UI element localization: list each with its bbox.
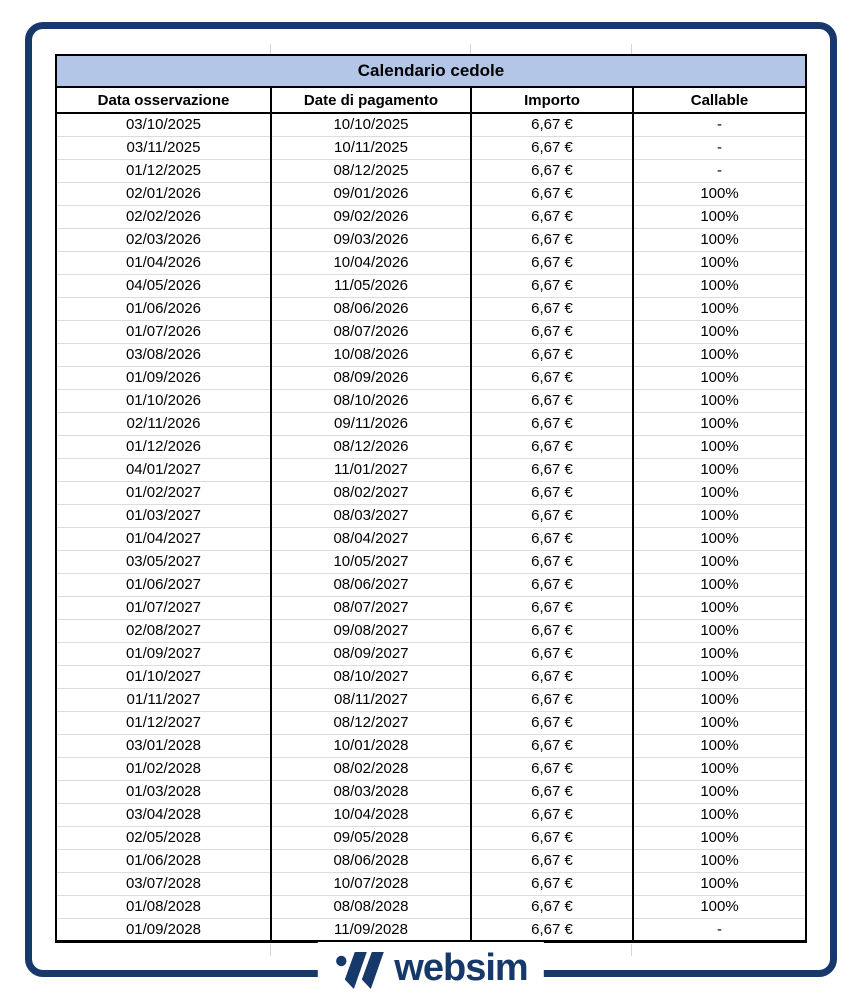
cell-importo: 6,67 € xyxy=(471,849,633,872)
cell-data-osservazione: 01/09/2028 xyxy=(56,918,271,941)
cell-callable: 100% xyxy=(633,895,806,918)
cell-data-osservazione: 02/02/2026 xyxy=(56,205,271,228)
cell-callable: 100% xyxy=(633,343,806,366)
websim-logo xyxy=(317,942,543,998)
cell-date-pagamento: 08/12/2025 xyxy=(271,159,471,182)
table-body xyxy=(56,113,806,941)
cell-callable: 100% xyxy=(633,412,806,435)
cell-date-pagamento: 10/10/2025 xyxy=(271,113,471,136)
cell-callable: 100% xyxy=(633,435,806,458)
table-row xyxy=(56,136,806,159)
table-row xyxy=(56,734,806,757)
cell-date-pagamento: 08/07/2027 xyxy=(271,596,471,619)
table-row xyxy=(56,527,806,550)
table-row xyxy=(56,711,806,734)
table-row xyxy=(56,642,806,665)
cell-callable: 100% xyxy=(633,320,806,343)
cell-importo: 6,67 € xyxy=(471,274,633,297)
cell-importo: 6,67 € xyxy=(471,757,633,780)
column-header-callable: Callable xyxy=(633,87,806,113)
cell-date-pagamento: 08/10/2026 xyxy=(271,389,471,412)
cell-date-pagamento: 08/09/2026 xyxy=(271,366,471,389)
cell-callable: 100% xyxy=(633,297,806,320)
cell-data-osservazione: 01/07/2027 xyxy=(56,596,271,619)
cell-data-osservazione: 01/09/2026 xyxy=(56,366,271,389)
cell-callable: 100% xyxy=(633,642,806,665)
table-row xyxy=(56,849,806,872)
table-row xyxy=(56,205,806,228)
cell-callable: 100% xyxy=(633,619,806,642)
cell-date-pagamento: 10/08/2026 xyxy=(271,343,471,366)
cell-importo: 6,67 € xyxy=(471,550,633,573)
cell-callable: 100% xyxy=(633,757,806,780)
cell-importo: 6,67 € xyxy=(471,251,633,274)
cell-importo: 6,67 € xyxy=(471,872,633,895)
cell-data-osservazione: 02/08/2027 xyxy=(56,619,271,642)
cell-data-osservazione: 03/10/2025 xyxy=(125,116,202,134)
cell-date-pagamento: 10/11/2025 xyxy=(271,136,471,159)
cell-data-osservazione: 01/09/2027 xyxy=(56,642,271,665)
table-row xyxy=(56,389,806,412)
cell-data-osservazione: 01/03/2028 xyxy=(56,780,271,803)
table-row xyxy=(56,550,806,573)
cell-date-pagamento: 10/01/2028 xyxy=(271,734,471,757)
cell-data-osservazione: 04/01/2027 xyxy=(56,458,271,481)
cell-callable: - xyxy=(633,136,806,159)
cell-date-pagamento: 08/03/2028 xyxy=(271,780,471,803)
cell-importo: 6,67 € xyxy=(471,412,633,435)
cell-importo: 6,67 € xyxy=(471,688,633,711)
cell-importo: 6,67 € xyxy=(471,895,633,918)
cell-callable: 100% xyxy=(633,389,806,412)
cell-data-osservazione: 01/11/2027 xyxy=(56,688,271,711)
cell-importo: 6,67 € xyxy=(471,389,633,412)
gridline-stub xyxy=(470,44,471,54)
cell-importo: 6,67 € xyxy=(471,826,633,849)
table-row xyxy=(56,803,806,826)
cell-date-pagamento: 08/12/2027 xyxy=(271,711,471,734)
cell-data-osservazione: 03/08/2026 xyxy=(56,343,271,366)
cell-importo: 6,67 € xyxy=(471,596,633,619)
cell-data-osservazione: 01/04/2027 xyxy=(56,527,271,550)
cell-importo: 6,67 € xyxy=(471,734,633,757)
cell-data-osservazione: 03/05/2027 xyxy=(56,550,271,573)
cell-callable: 100% xyxy=(633,228,806,251)
cell-callable: 100% xyxy=(633,251,806,274)
cell-data-osservazione: 01/07/2026 xyxy=(56,320,271,343)
cell-importo: 6,67 € xyxy=(471,182,633,205)
table-row xyxy=(56,366,806,389)
cell-callable: 100% xyxy=(633,182,806,205)
cell-data-osservazione: 01/12/2026 xyxy=(56,435,271,458)
cell-date-pagamento: 08/02/2027 xyxy=(271,481,471,504)
table-row xyxy=(56,435,806,458)
cell-data-osservazione: 01/03/2027 xyxy=(56,504,271,527)
cell-importo: 6,67 € xyxy=(471,642,633,665)
gridline-stub xyxy=(270,44,271,54)
cell-date-pagamento: 08/04/2027 xyxy=(271,527,471,550)
cell-date-pagamento: 10/04/2026 xyxy=(271,251,471,274)
cell-date-pagamento: 09/02/2026 xyxy=(271,205,471,228)
coupon-calendar-table xyxy=(55,54,807,943)
cell-data-osservazione: 03/04/2028 xyxy=(56,803,271,826)
table-row xyxy=(56,596,806,619)
table-row xyxy=(56,872,806,895)
cell-data-osservazione: 02/11/2026 xyxy=(56,412,271,435)
cell-data-osservazione: 02/01/2026 xyxy=(56,182,271,205)
cell-date-pagamento: 08/06/2028 xyxy=(271,849,471,872)
cell-data-osservazione: 01/10/2026 xyxy=(56,389,271,412)
column-header-data-osservazione: Data osservazione xyxy=(56,87,271,113)
cell-callable: - xyxy=(633,159,806,182)
websim-w-icon xyxy=(333,948,385,992)
table-row xyxy=(56,228,806,251)
cell-callable: 100% xyxy=(633,481,806,504)
cell-importo: 6,67 € xyxy=(471,205,633,228)
cell-importo: 6,67 € xyxy=(471,803,633,826)
table-row xyxy=(56,182,806,205)
gridline-stub xyxy=(631,44,632,54)
cell-importo: 6,67 € xyxy=(471,711,633,734)
table-row xyxy=(56,619,806,642)
cell-importo: 6,67 € xyxy=(471,619,633,642)
cell-importo: 6,67 € xyxy=(471,504,633,527)
table-row xyxy=(56,412,806,435)
table-title: Calendario cedole xyxy=(56,55,806,87)
cell-date-pagamento: 08/12/2026 xyxy=(271,435,471,458)
table-row xyxy=(56,481,806,504)
cell-date-pagamento: 08/10/2027 xyxy=(271,665,471,688)
cell-importo: 6,67 € xyxy=(471,527,633,550)
cell-date-pagamento: 08/02/2028 xyxy=(271,757,471,780)
cell-data-osservazione: 01/12/2025 xyxy=(56,159,271,182)
cell-importo: 6,67 € xyxy=(471,320,633,343)
cell-callable: 100% xyxy=(633,826,806,849)
cell-data-osservazione: 01/02/2028 xyxy=(56,757,271,780)
cell-date-pagamento: 08/06/2026 xyxy=(271,297,471,320)
table-row xyxy=(56,343,806,366)
cell-importo: 6,67 € xyxy=(471,228,633,251)
cell-importo: 6,67 € xyxy=(471,297,633,320)
table-row xyxy=(56,688,806,711)
cell-data-osservazione: 02/05/2028 xyxy=(56,826,271,849)
cell-callable: 100% xyxy=(633,688,806,711)
cell-date-pagamento: 10/04/2028 xyxy=(271,803,471,826)
cell-date-pagamento: 10/05/2027 xyxy=(271,550,471,573)
cell-importo: 6,67 € xyxy=(471,481,633,504)
table-row xyxy=(56,757,806,780)
cell-data-osservazione: 02/03/2026 xyxy=(56,228,271,251)
cell-date-pagamento: 09/11/2026 xyxy=(271,412,471,435)
table-row xyxy=(56,780,806,803)
cell-data-osservazione: 01/12/2027 xyxy=(56,711,271,734)
table-row xyxy=(56,573,806,596)
gridline-stub xyxy=(270,944,271,956)
cell-date-pagamento: 09/08/2027 xyxy=(271,619,471,642)
cell-date-pagamento: 09/03/2026 xyxy=(271,228,471,251)
table-row xyxy=(56,826,806,849)
cell-importo: 6,67 € xyxy=(471,573,633,596)
cell-data-osservazione: 01/06/2026 xyxy=(56,297,271,320)
cell-data-osservazione: 01/10/2027 xyxy=(56,665,271,688)
cell-callable: 100% xyxy=(633,274,806,297)
cell-callable: 100% xyxy=(633,205,806,228)
cell-date-pagamento: 09/05/2028 xyxy=(271,826,471,849)
cell-importo: 6,67 € xyxy=(471,435,633,458)
brand-wordmark: websim xyxy=(394,947,528,989)
cell-callable: 100% xyxy=(633,734,806,757)
cell-date-pagamento: 11/05/2026 xyxy=(271,274,471,297)
cell-importo: 6,67 € xyxy=(471,159,633,182)
table-row xyxy=(56,113,806,136)
table-row xyxy=(56,895,806,918)
cell-callable: 100% xyxy=(633,803,806,826)
cell-date-pagamento: 08/08/2028 xyxy=(271,895,471,918)
column-header-date-pagamento: Date di pagamento xyxy=(271,87,471,113)
cell-callable: 100% xyxy=(633,596,806,619)
table-row xyxy=(56,320,806,343)
column-header-importo: Importo xyxy=(471,87,633,113)
cell-callable: 100% xyxy=(633,780,806,803)
cell-date-pagamento: 08/03/2027 xyxy=(271,504,471,527)
cell-date-pagamento: 08/06/2027 xyxy=(271,573,471,596)
cell-callable: 100% xyxy=(633,665,806,688)
cell-date-pagamento: 08/11/2027 xyxy=(271,688,471,711)
table-header-row xyxy=(56,87,806,113)
cell-importo: 6,67 € xyxy=(471,136,633,159)
cell-date-pagamento: 09/01/2026 xyxy=(271,182,471,205)
cell-callable: 100% xyxy=(633,550,806,573)
cell-importo: 6,67 € xyxy=(471,918,633,941)
cell-date-pagamento: 08/07/2026 xyxy=(271,320,471,343)
cell-date-pagamento: 10/07/2028 xyxy=(271,872,471,895)
cell-data-osservazione: 01/08/2028 xyxy=(56,895,271,918)
table-row xyxy=(56,297,806,320)
table-row xyxy=(56,274,806,297)
cell-importo: 6,67 € xyxy=(471,366,633,389)
cell-importo: 6,67 € xyxy=(471,343,633,366)
cell-date-pagamento: 11/01/2027 xyxy=(271,458,471,481)
cell-importo: 6,67 € xyxy=(471,780,633,803)
cell-callable: - xyxy=(633,918,806,941)
cell-importo: 6,67 € xyxy=(471,458,633,481)
gridline-stub xyxy=(631,944,632,956)
cell-data-osservazione: 01/06/2027 xyxy=(56,573,271,596)
cell-callable: 100% xyxy=(633,711,806,734)
table-row xyxy=(56,251,806,274)
table-row xyxy=(56,665,806,688)
cell-importo: 6,67 € xyxy=(471,665,633,688)
cell-data-osservazione: 01/06/2028 xyxy=(56,849,271,872)
cell-callable: 100% xyxy=(633,849,806,872)
cell-data-osservazione: 01/02/2027 xyxy=(56,481,271,504)
table-title-row xyxy=(56,55,806,87)
cell-data-osservazione: 03/01/2028 xyxy=(56,734,271,757)
cell-data-osservazione: 03/07/2028 xyxy=(56,872,271,895)
cell-data-osservazione: 03/11/2025 xyxy=(56,136,271,159)
cell-callable: 100% xyxy=(633,504,806,527)
cell-callable: 100% xyxy=(633,872,806,895)
cell-date-pagamento: 11/09/2028 xyxy=(271,918,471,941)
cell-callable: 100% xyxy=(633,366,806,389)
cell-data-osservazione: 01/04/2026 xyxy=(56,251,271,274)
cell-callable: 100% xyxy=(633,458,806,481)
table-row xyxy=(56,504,806,527)
table-row xyxy=(56,159,806,182)
cell-date-pagamento: 08/09/2027 xyxy=(271,642,471,665)
cell-data-osservazione: 04/05/2026 xyxy=(56,274,271,297)
cell-callable: - xyxy=(633,113,806,136)
table-row xyxy=(56,458,806,481)
cell-callable: 100% xyxy=(633,527,806,550)
cell-importo: 6,67 € xyxy=(471,113,633,136)
cell-callable: 100% xyxy=(633,573,806,596)
table-row xyxy=(56,918,806,941)
